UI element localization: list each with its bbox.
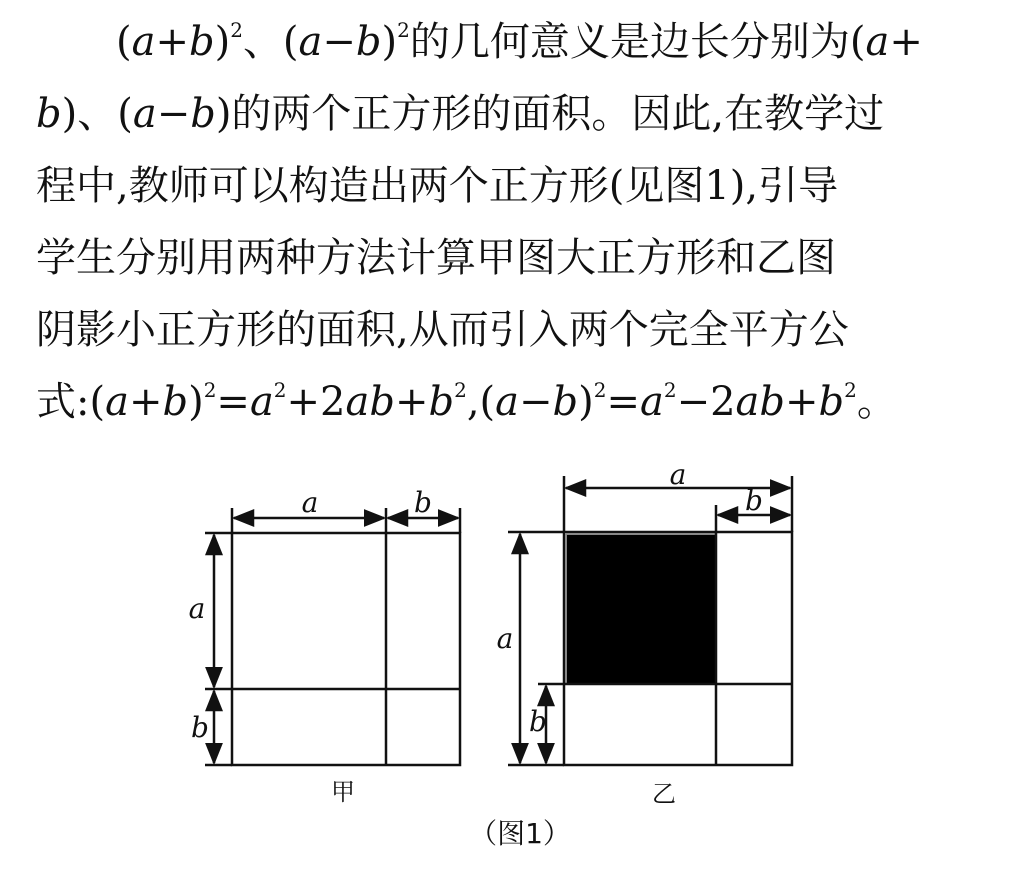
paragraph-line-3: 程中,教师可以构造出两个正方形(见图1),引导	[36, 163, 839, 209]
exponent: 2	[844, 378, 857, 402]
left-label-side-a: a	[188, 592, 206, 625]
exponent: 2	[663, 378, 677, 402]
text: −	[156, 91, 191, 137]
text: (	[116, 19, 132, 65]
text: +	[785, 379, 819, 425]
text: −	[519, 379, 553, 425]
var-b: b	[428, 379, 455, 425]
var-b: b	[188, 19, 215, 65]
var-ab: ab	[735, 379, 785, 425]
text: )	[214, 19, 231, 65]
var-a: a	[249, 379, 274, 425]
right-label-side-b: b	[529, 705, 547, 738]
var-b: b	[190, 91, 216, 137]
right-shaded-square	[566, 534, 716, 684]
var-a: a	[298, 19, 323, 65]
exponent: 2	[273, 378, 287, 402]
exponent: 2	[454, 378, 467, 402]
var-a: a	[639, 379, 664, 425]
text: =	[216, 379, 250, 425]
var-b: b	[36, 91, 62, 137]
exponent: 2	[593, 378, 607, 402]
text: +	[889, 19, 923, 65]
figure-left	[205, 508, 460, 765]
exponent: 2	[203, 378, 217, 402]
text: +	[155, 19, 189, 65]
var-a: a	[131, 19, 156, 65]
right-label-side-a: a	[496, 622, 514, 655]
figure-caption: （图1）	[469, 817, 571, 850]
figure-right	[508, 476, 792, 765]
var-a: a	[495, 379, 519, 425]
var-ab: ab	[345, 379, 395, 425]
var-a: a	[865, 19, 890, 65]
var-b: b	[355, 19, 382, 65]
text: 。	[856, 379, 897, 425]
text: ,(	[466, 379, 496, 425]
var-b: b	[818, 379, 845, 425]
text: +	[128, 379, 163, 425]
var-b: b	[162, 379, 189, 425]
right-label-b: b	[745, 484, 763, 517]
exponent: 2	[230, 18, 243, 42]
var-a: a	[132, 91, 157, 137]
text: +2	[286, 379, 346, 425]
text: 的几何意义是边长分别为(	[409, 19, 866, 65]
text: )、(	[61, 91, 133, 137]
left-label-b: b	[414, 486, 432, 519]
text: )	[188, 379, 204, 425]
text: −2	[676, 379, 736, 425]
text: −	[322, 19, 356, 65]
text: 式:(	[36, 379, 106, 425]
text: =	[606, 379, 640, 425]
paragraph-line-5: 阴影小正方形的面积,从而引入两个完全平方公	[36, 307, 849, 353]
text: +	[394, 379, 429, 425]
right-label-a: a	[669, 458, 687, 491]
var-a: a	[105, 379, 129, 425]
right-caption: 乙	[652, 780, 676, 808]
text: )	[578, 379, 594, 425]
left-caption: 甲	[331, 778, 355, 806]
var-b: b	[552, 379, 579, 425]
text: )的两个正方形的面积。因此,在教学过	[215, 91, 885, 137]
left-label-a: a	[301, 486, 319, 519]
text: )	[381, 19, 398, 65]
left-outer-square	[232, 533, 460, 765]
paragraph-line-4: 学生分别用两种方法计算甲图大正方形和乙图	[36, 235, 836, 281]
text: 、(	[242, 19, 299, 65]
exponent: 2	[397, 18, 410, 42]
left-label-side-b: b	[191, 711, 209, 744]
